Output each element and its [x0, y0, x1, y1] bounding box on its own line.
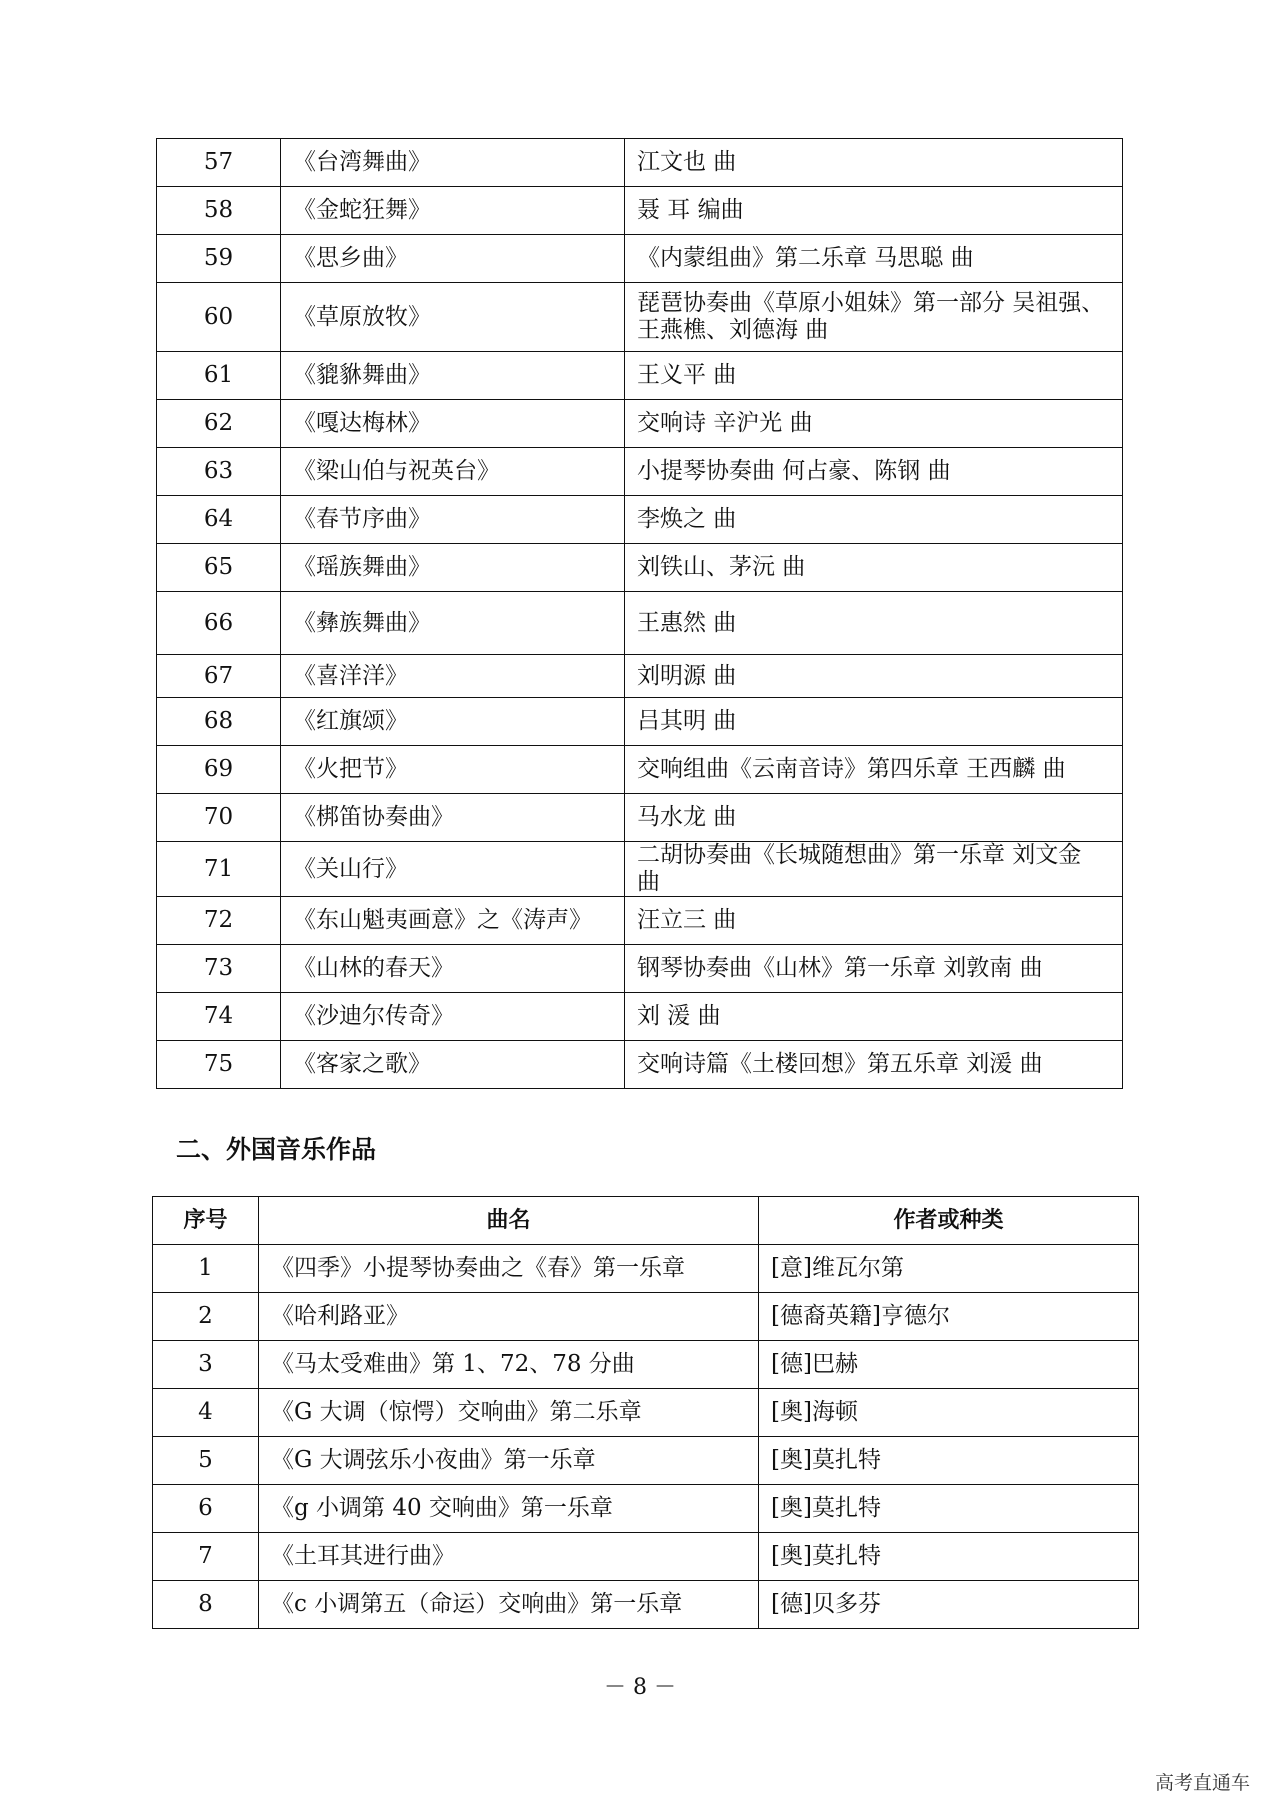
- table-row: [157, 945, 1123, 993]
- work-composer: 钢琴协奏曲《山林》第一乐章 刘敦南 曲: [625, 945, 1123, 993]
- work-title: 《喜洋洋》: [281, 655, 625, 698]
- row-number: 4: [153, 1389, 259, 1437]
- row-number: 74: [157, 993, 281, 1041]
- table-row: [157, 283, 1123, 352]
- work-title: 《c 小调第五（命运）交响曲》第一乐章: [259, 1581, 759, 1629]
- work-composer: 江文也 曲: [625, 139, 1123, 187]
- work-composer: 汪立三 曲: [625, 897, 1123, 945]
- row-number: 66: [157, 592, 281, 655]
- row-number: 62: [157, 400, 281, 448]
- row-number: 68: [157, 698, 281, 746]
- row-number: 70: [157, 794, 281, 842]
- work-composer: 琵琶协奏曲《草原小姐妹》第一部分 吴祖强、王燕樵、刘德海 曲: [625, 283, 1123, 352]
- work-title: 《东山魁夷画意》之《涛声》: [281, 897, 625, 945]
- work-composer: 刘 湲 曲: [625, 993, 1123, 1041]
- row-number: 72: [157, 897, 281, 945]
- work-title: 《春节序曲》: [281, 496, 625, 544]
- column-header-number: 序号: [153, 1197, 259, 1245]
- table-header-row: [153, 1197, 1139, 1245]
- table-row: [157, 592, 1123, 655]
- work-composer: 吕其明 曲: [625, 698, 1123, 746]
- row-number: 2: [153, 1293, 259, 1341]
- work-title: 《山林的春天》: [281, 945, 625, 993]
- work-composer: 马水龙 曲: [625, 794, 1123, 842]
- work-composer: 交响诗篇《土楼回想》第五乐章 刘湲 曲: [625, 1041, 1123, 1089]
- work-composer: 王义平 曲: [625, 352, 1123, 400]
- section-heading: 二、外国音乐作品: [176, 1135, 377, 1164]
- row-number: 67: [157, 655, 281, 698]
- work-composer: [奥]莫扎特: [759, 1437, 1139, 1485]
- work-composer: [德]贝多芬: [759, 1581, 1139, 1629]
- row-number: 57: [157, 139, 281, 187]
- row-number: 58: [157, 187, 281, 235]
- table-row: [157, 352, 1123, 400]
- table-row: [153, 1533, 1139, 1581]
- work-title: 《草原放牧》: [281, 283, 625, 352]
- work-title: 《嘎达梅林》: [281, 400, 625, 448]
- row-number: 73: [157, 945, 281, 993]
- work-title: 《梁山伯与祝英台》: [281, 448, 625, 496]
- table-row: [157, 897, 1123, 945]
- row-number: 63: [157, 448, 281, 496]
- work-composer: [德]巴赫: [759, 1341, 1139, 1389]
- row-number: 69: [157, 746, 281, 794]
- table-row: [157, 655, 1123, 698]
- work-composer: 聂 耳 编曲: [625, 187, 1123, 235]
- row-number: 71: [157, 842, 281, 897]
- table-row: [157, 496, 1123, 544]
- work-title: 《g 小调第 40 交响曲》第一乐章: [259, 1485, 759, 1533]
- row-number: 8: [153, 1581, 259, 1629]
- table-row: [157, 842, 1123, 897]
- row-number: 1: [153, 1245, 259, 1293]
- work-title: 《哈利路亚》: [259, 1293, 759, 1341]
- table-row: [153, 1293, 1139, 1341]
- work-composer: 二胡协奏曲《长城随想曲》第一乐章 刘文金 曲: [625, 842, 1123, 897]
- table-row: [153, 1485, 1139, 1533]
- table-row: [157, 1041, 1123, 1089]
- table-row: [157, 139, 1123, 187]
- table-row: [157, 400, 1123, 448]
- row-number: 64: [157, 496, 281, 544]
- work-title: 《貔貅舞曲》: [281, 352, 625, 400]
- row-number: 5: [153, 1437, 259, 1485]
- work-composer: 《内蒙组曲》第二乐章 马思聪 曲: [625, 235, 1123, 283]
- table-row: [153, 1341, 1139, 1389]
- work-composer: [奥]莫扎特: [759, 1485, 1139, 1533]
- row-number: 75: [157, 1041, 281, 1089]
- column-header-composer: 作者或种类: [759, 1197, 1139, 1245]
- row-number: 3: [153, 1341, 259, 1389]
- work-composer: 李焕之 曲: [625, 496, 1123, 544]
- work-composer: [意]维瓦尔第: [759, 1245, 1139, 1293]
- work-composer: 小提琴协奏曲 何占豪、陈钢 曲: [625, 448, 1123, 496]
- work-title: 《金蛇狂舞》: [281, 187, 625, 235]
- table-row: [157, 794, 1123, 842]
- work-composer: 刘明源 曲: [625, 655, 1123, 698]
- work-composer: 王惠然 曲: [625, 592, 1123, 655]
- work-title: 《客家之歌》: [281, 1041, 625, 1089]
- work-composer: 交响诗 辛沪光 曲: [625, 400, 1123, 448]
- table-row: [157, 993, 1123, 1041]
- work-title: 《梆笛协奏曲》: [281, 794, 625, 842]
- table-row: [157, 187, 1123, 235]
- column-header-title: 曲名: [259, 1197, 759, 1245]
- work-composer: 刘铁山、茅沅 曲: [625, 544, 1123, 592]
- work-title: 《瑶族舞曲》: [281, 544, 625, 592]
- table-row: [157, 698, 1123, 746]
- work-title: 《思乡曲》: [281, 235, 625, 283]
- work-title: 《红旗颂》: [281, 698, 625, 746]
- row-number: 59: [157, 235, 281, 283]
- work-title: 《关山行》: [281, 842, 625, 897]
- work-composer: [奥]海顿: [759, 1389, 1139, 1437]
- row-number: 6: [153, 1485, 259, 1533]
- foreign-works-table: [152, 1196, 1139, 1629]
- table-row: [157, 746, 1123, 794]
- table-row: [153, 1437, 1139, 1485]
- chinese-works-table: [156, 138, 1123, 1089]
- work-composer: 交响组曲《云南音诗》第四乐章 王西麟 曲: [625, 746, 1123, 794]
- work-title: 《沙迪尔传奇》: [281, 993, 625, 1041]
- table-row: [157, 235, 1123, 283]
- work-title: 《彝族舞曲》: [281, 592, 625, 655]
- table-row: [157, 544, 1123, 592]
- work-title: 《G 大调（惊愕）交响曲》第二乐章: [259, 1389, 759, 1437]
- work-composer: [德裔英籍]亨德尔: [759, 1293, 1139, 1341]
- table-row: [153, 1581, 1139, 1629]
- work-title: 《火把节》: [281, 746, 625, 794]
- row-number: 7: [153, 1533, 259, 1581]
- row-number: 60: [157, 283, 281, 352]
- watermark: 高考直通车: [1154, 1772, 1250, 1794]
- row-number: 61: [157, 352, 281, 400]
- table-row: [157, 448, 1123, 496]
- row-number: 65: [157, 544, 281, 592]
- page-number: － 8 －: [604, 1675, 676, 1700]
- table-row: [153, 1245, 1139, 1293]
- work-title: 《四季》小提琴协奏曲之《春》第一乐章: [259, 1245, 759, 1293]
- work-composer: [奥]莫扎特: [759, 1533, 1139, 1581]
- work-title: 《马太受难曲》第 1、72、78 分曲: [259, 1341, 759, 1389]
- work-title: 《土耳其进行曲》: [259, 1533, 759, 1581]
- table-row: [153, 1389, 1139, 1437]
- work-title: 《G 大调弦乐小夜曲》第一乐章: [259, 1437, 759, 1485]
- work-title: 《台湾舞曲》: [281, 139, 625, 187]
